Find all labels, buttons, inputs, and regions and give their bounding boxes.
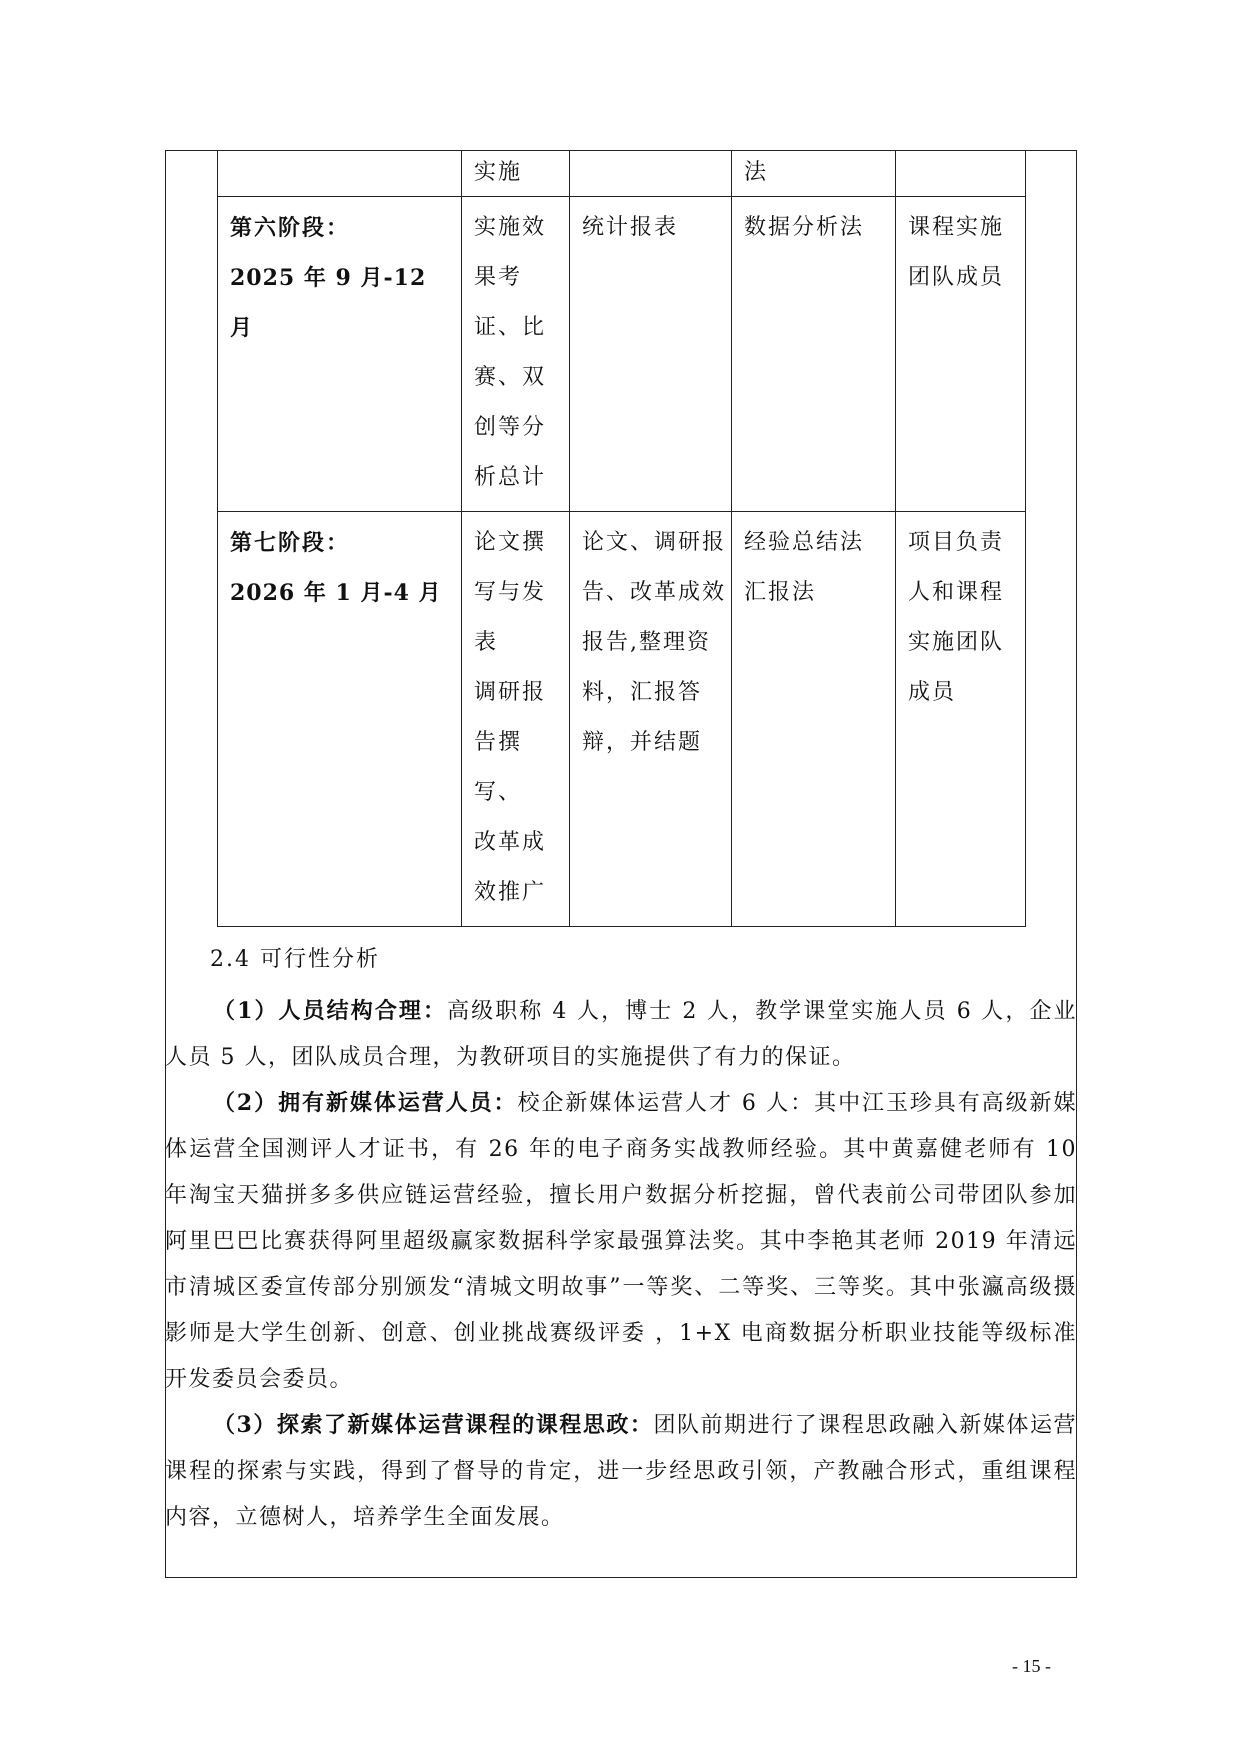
output-line: 料，汇报答 [582, 680, 703, 705]
stage-plan-table [217, 150, 1026, 927]
section-title: 2.4 可行性分析 [210, 947, 380, 972]
owner-line: 项目负责 [908, 530, 1005, 555]
content-line: 析总计 [474, 465, 547, 490]
paragraph-text: 高级职称 4 人，博士 2 人，教学课堂实施人员 6 人，企业人员 5 人，团队成员合理，为教研项目的实施提供了有力的保证。 [165, 999, 1078, 1070]
owner-cell [896, 151, 1026, 197]
content-line: 创等分 [474, 415, 547, 440]
stage-cell [218, 512, 462, 927]
paragraph-text: 校企新媒体运营人才 6 人：其中江玉珍具有高级新媒体运营全国测评人才证书，有 26 年的电子商务实战教师经验。其中黄嘉健老师有 10 年淘宝天猫拼多多供应链运营经验，擅长用户数据分析挖掘，曾代表前公司带团队参加阿里巴巴比赛获得阿里超级赢家数据科学家最强算法奖。其中李艳其老师 2019 年清远市清城区委宣传部分别颁发“清城文明故事”一等奖、二等奖、三等奖。其中张瀛高级摄影师是大学生创新、创意、创业挑战赛级评委 ，1+X 电商数据分析职业技能等级标准开发委员会委员。 [165, 1091, 1077, 1392]
content-line: 写与发 [474, 580, 547, 605]
output-line: 论文、调研报 [582, 530, 727, 555]
output-line: 辩，并结题 [582, 730, 703, 755]
owner-line: 团队成员 [908, 265, 1005, 290]
stage-title: 第七阶段： [230, 530, 351, 556]
method-line: 数据分析法 [744, 215, 865, 240]
output-line: 统计报表 [582, 215, 679, 240]
output-line: 报告,整理资 [582, 630, 711, 655]
owner-line: 人和课程 [908, 580, 1005, 605]
content-line: 调研报 [474, 680, 547, 705]
content-cell [462, 197, 570, 512]
content-line: 实施效 [474, 215, 547, 240]
owner-cell [896, 512, 1026, 927]
paragraph-personnel-structure [165, 988, 1077, 1081]
stage-title: 第六阶段： [230, 215, 351, 241]
paragraph-course-ideology [165, 1402, 1077, 1541]
output-cell [570, 197, 732, 512]
content-line: 改革成 [474, 830, 547, 855]
content-line: 果考 [474, 265, 523, 290]
table-row [218, 197, 1026, 512]
content-line: 告撰 [474, 730, 523, 755]
owner-line: 成员 [908, 680, 957, 705]
page-number: - 15 - [1012, 1656, 1051, 1676]
content-line: 效推广 [474, 880, 547, 905]
table-row [218, 512, 1026, 927]
content-line: 写、 [474, 780, 523, 805]
stage-date: 2025 年 9 月-12 月 [230, 265, 427, 341]
method-cell [732, 512, 896, 927]
paragraph-lead: （3）探索了新媒体运营课程的课程思政： [213, 1412, 654, 1438]
paragraph-lead: （1）人员结构合理： [213, 998, 448, 1024]
content-cell [462, 512, 570, 927]
paragraph-new-media-staff [165, 1080, 1077, 1403]
owner-cell [896, 197, 1026, 512]
method-line: 法 [744, 160, 769, 185]
content-line: 论文撰 [474, 530, 547, 555]
paragraph-lead: （2）拥有新媒体运营人员： [213, 1090, 518, 1116]
stage-cell [218, 151, 462, 197]
content-line: 赛、双 [474, 365, 547, 390]
table-row [218, 151, 1026, 197]
stage-cell [218, 197, 462, 512]
paragraph-text: 团队前期进行了课程思政融入新媒体运营课程的探索与实践，得到了督导的肯定，进一步经思政引领，产教融合形式，重组课程内容，立德树人，培养学生全面发展。 [165, 1413, 1077, 1530]
method-line: 经验总结法 [744, 530, 865, 555]
method-line: 汇报法 [744, 580, 817, 605]
content-cell [462, 151, 570, 197]
content-line: 证、比 [474, 315, 547, 340]
output-cell [570, 512, 732, 927]
content-line: 实施 [474, 160, 523, 185]
owner-line: 实施团队 [908, 630, 1005, 655]
method-cell [732, 151, 896, 197]
output-line: 告、改革成效 [582, 580, 727, 605]
stage-date: 2026 年 1 月-4 月 [230, 580, 442, 606]
method-cell [732, 197, 896, 512]
owner-line: 课程实施 [908, 215, 1005, 240]
content-line: 表 [474, 630, 499, 655]
output-cell [570, 151, 732, 197]
